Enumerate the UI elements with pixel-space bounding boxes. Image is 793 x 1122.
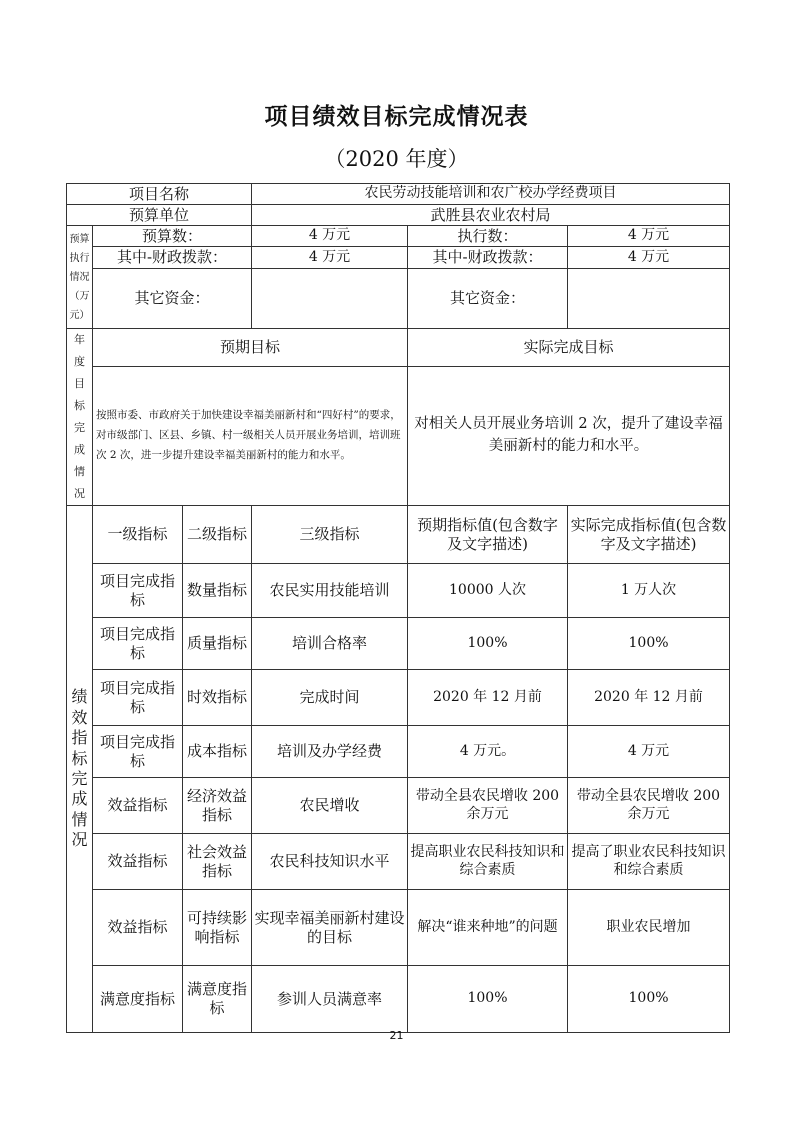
table-row xyxy=(67,618,730,670)
expected-goal-header: 预期目标 xyxy=(93,329,408,367)
table-row xyxy=(67,966,730,1033)
other-budget-value xyxy=(252,269,408,329)
expected-value-cell: 10000 人次 xyxy=(408,564,568,618)
page-number: 21 xyxy=(389,1029,404,1042)
expected-value-cell: 100% xyxy=(408,618,568,670)
expected-value-cell: 解决“谁来种地”的问题 xyxy=(408,890,568,966)
expected-goal-text: 按照市委、市政府关于加快建设幸福美丽新村和“四好村”的要求，对市级部门、区县、乡镇、村一级相关人员开展业务培训，培训班次 2 次，进一步提升建设幸福美丽新村的能力和水平。 xyxy=(93,367,408,506)
budget-unit-label: 预算单位 xyxy=(67,205,252,226)
header-actual-value: 实际完成指标值(包含数字及文字描述) xyxy=(568,506,730,564)
level3-cell: 参训人员满意率 xyxy=(252,966,408,1033)
expected-value-cell: 提高职业农民科技知识和综合素质 xyxy=(408,834,568,890)
expected-value-cell: 带动全县农民增收 200 余万元 xyxy=(408,778,568,834)
level1-cell: 效益指标 xyxy=(93,778,183,834)
exec-amount-label: 执行数： xyxy=(408,226,568,247)
actual-value-cell: 4 万元 xyxy=(568,726,730,778)
level3-cell: 农民增收 xyxy=(252,778,408,834)
header-level3: 三级指标 xyxy=(252,506,408,564)
actual-value-cell: 100% xyxy=(568,966,730,1033)
fiscal-budget-label: 其中-财政拨款： xyxy=(93,247,252,269)
level1-cell: 项目完成指标 xyxy=(93,564,183,618)
level3-cell: 培训及办学经费 xyxy=(252,726,408,778)
budget-amount-label: 预算数： xyxy=(93,226,252,247)
table-row xyxy=(67,778,730,834)
actual-value-cell: 100% xyxy=(568,618,730,670)
fiscal-budget-value: 4 万元 xyxy=(252,247,408,269)
page-title: 项目绩效目标完成情况表 xyxy=(264,104,529,130)
fiscal-exec-value: 4 万元 xyxy=(568,247,730,269)
level1-cell: 效益指标 xyxy=(93,834,183,890)
actual-value-cell: 1 万人次 xyxy=(568,564,730,618)
level2-cell: 满意度指标 xyxy=(183,966,252,1033)
actual-value-cell: 2020 年 12 月前 xyxy=(568,670,730,726)
level2-cell: 经济效益指标 xyxy=(183,778,252,834)
level2-cell: 时效指标 xyxy=(183,670,252,726)
performance-table xyxy=(66,183,730,1033)
actual-value-cell: 带动全县农民增收 200 余万元 xyxy=(568,778,730,834)
table-row xyxy=(67,834,730,890)
level2-cell: 可持续影响指标 xyxy=(183,890,252,966)
header-level1: 一级指标 xyxy=(93,506,183,564)
performance-side-label: 绩 效 指 标 完 成 情 况 xyxy=(67,506,93,1033)
fiscal-exec-label: 其中-财政拨款： xyxy=(408,247,568,269)
annual-side-label: 年度 目标 完成 情况 xyxy=(67,329,93,506)
level2-cell: 质量指标 xyxy=(183,618,252,670)
level1-cell: 项目完成指标 xyxy=(93,726,183,778)
other-budget-label: 其它资金： xyxy=(93,269,252,329)
level1-cell: 满意度指标 xyxy=(93,966,183,1033)
level3-cell: 实现幸福美丽新村建设的目标 xyxy=(252,890,408,966)
level2-cell: 数量指标 xyxy=(183,564,252,618)
actual-value-cell: 提高了职业农民科技知识和综合素质 xyxy=(568,834,730,890)
actual-goal-header: 实际完成目标 xyxy=(408,329,730,367)
actual-goal-text: 对相关人员开展业务培训 2 次，提升了建设幸福美丽新村的能力和水平。 xyxy=(408,367,730,506)
level1-cell: 效益指标 xyxy=(93,890,183,966)
actual-value-cell: 职业农民增加 xyxy=(568,890,730,966)
level1-cell: 项目完成指标 xyxy=(93,670,183,726)
budget-unit-value: 武胜县农业农村局 xyxy=(252,205,730,226)
other-exec-value xyxy=(568,269,730,329)
expected-value-cell: 100% xyxy=(408,966,568,1033)
level2-cell: 社会效益指标 xyxy=(183,834,252,890)
page-subtitle: （2020 年度） xyxy=(324,147,469,171)
table-row xyxy=(67,670,730,726)
level1-cell: 项目完成指标 xyxy=(93,618,183,670)
other-exec-label: 其它资金： xyxy=(408,269,568,329)
table-row xyxy=(67,726,730,778)
budget-side-label: 预算 执行 情况 （万 元） xyxy=(67,226,93,329)
table-row xyxy=(67,564,730,618)
expected-value-cell: 4 万元。 xyxy=(408,726,568,778)
project-name-label: 项目名称 xyxy=(67,184,252,205)
table-row xyxy=(67,890,730,966)
project-name-value: 农民劳动技能培训和农广校办学经费项目 xyxy=(252,184,730,205)
header-expected-value: 预期指标值(包含数字及文字描述) xyxy=(408,506,568,564)
level3-cell: 农民科技知识水平 xyxy=(252,834,408,890)
exec-amount-value: 4 万元 xyxy=(568,226,730,247)
level3-cell: 培训合格率 xyxy=(252,618,408,670)
expected-value-cell: 2020 年 12 月前 xyxy=(408,670,568,726)
budget-amount-value: 4 万元 xyxy=(252,226,408,247)
level2-cell: 成本指标 xyxy=(183,726,252,778)
level3-cell: 农民实用技能培训 xyxy=(252,564,408,618)
header-level2: 二级指标 xyxy=(183,506,252,564)
level3-cell: 完成时间 xyxy=(252,670,408,726)
